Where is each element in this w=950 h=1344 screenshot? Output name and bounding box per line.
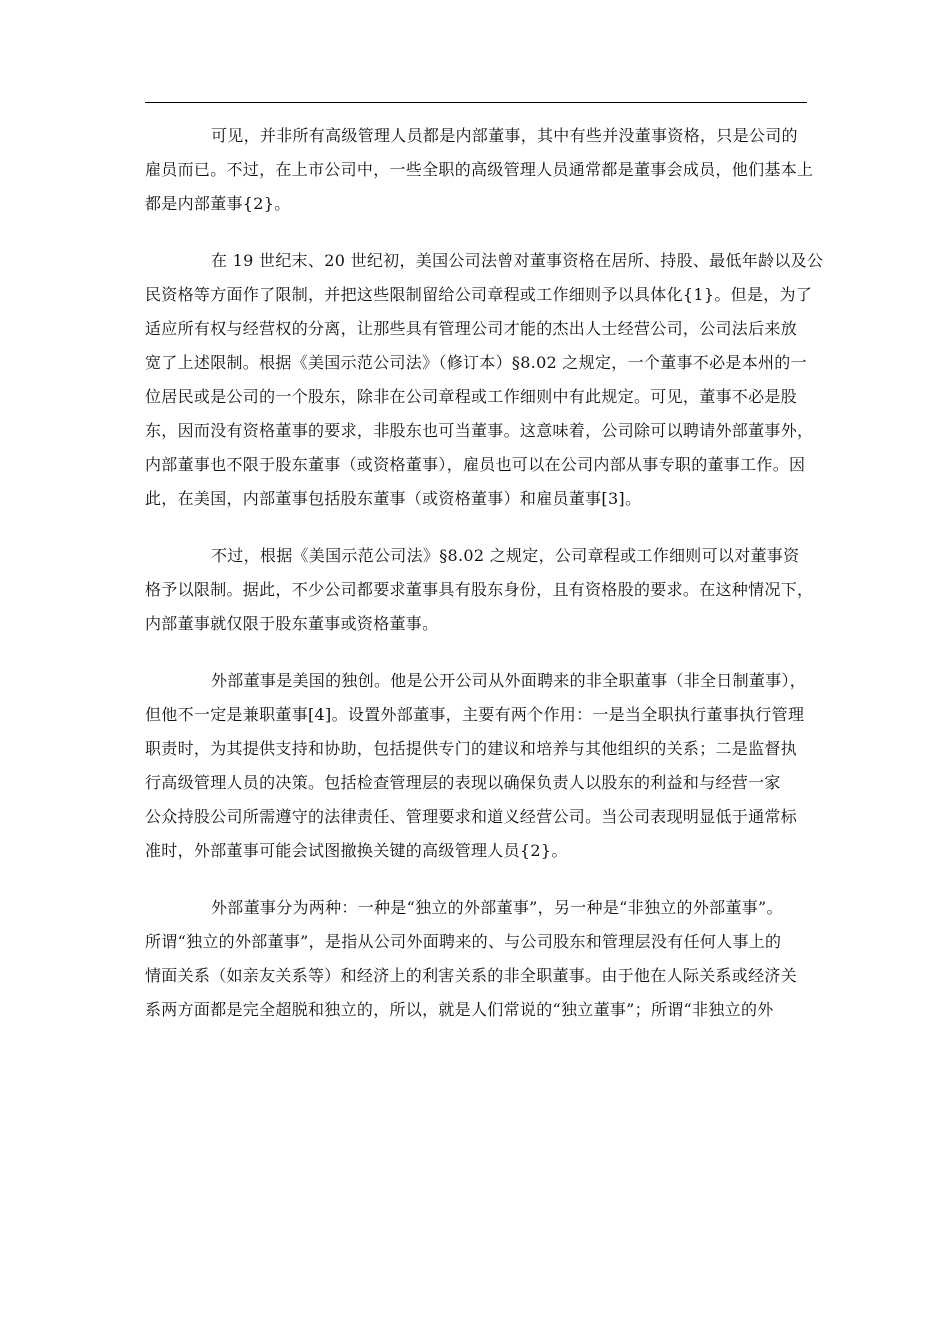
paragraph-3-line-3: 内部董事就仅限于股东董事或资格董事。: [145, 614, 439, 633]
paragraph-5-line-3: 情面关系（如亲友关系等）和经济上的利害关系的非全职董事。由于他在人际关系或经济关: [145, 966, 798, 985]
paragraph-2-line-5: 位居民或是公司的一个股东，除非在公司章程或工作细则中有此规定。可见，董事不必是股: [145, 387, 798, 406]
paragraph-2-line-2: 民资格等方面作了限制，并把这些限制留给公司章程或工作细则予以具体化{1}。但是，为了: [145, 285, 813, 304]
paragraph-4-line-6: 准时，外部董事可能会试图撤换关键的高级管理人员{2}。: [145, 841, 568, 860]
paragraph-1-line-2: 雇员而已。不过，在上市公司中，一些全职的高级管理人员通常都是董事会成员，他们基本上: [145, 160, 814, 179]
paragraph-2-line-1: 在 19 世纪末、20 世纪初，美国公司法曾对董事资格在居所、持股、最低年龄以及公: [211, 251, 824, 270]
header-rule: [145, 102, 807, 103]
paragraph-3-line-2: 格予以限制。据此，不少公司都要求董事具有股东身份，且有资格股的要求。在这种情况下，: [145, 580, 814, 599]
paragraph-4-line-4: 行高级管理人员的决策。包括检查管理层的表现以确保负责人以股东的利益和与经营一家: [145, 773, 781, 792]
paragraph-5-line-4: 系两方面都是完全超脱和独立的，所以，就是人们常说的“独立董事”；所谓“非独立的外: [145, 1000, 774, 1019]
paragraph-2-line-8: 此，在美国，内部董事包括股东董事（或资格董事）和雇员董事[3]。: [145, 489, 642, 508]
paragraph-4-line-5: 公众持股公司所需遵守的法律责任、管理要求和道义经营公司。当公司表现明显低于通常标: [145, 807, 798, 826]
paragraph-5-line-2: 所谓“独立的外部董事”，是指从公司外面聘来的、与公司股东和管理层没有任何人事上的: [145, 932, 782, 951]
paragraph-1-line-3: 都是内部董事{2}。: [145, 194, 291, 213]
paragraph-4-line-2: 但他不一定是兼职董事[4]。设置外部董事，主要有两个作用：一是当全职执行董事执行管理: [145, 705, 805, 724]
paragraph-3-line-1: 不过，根据《美国示范公司法》§8.02 之规定，公司章程或工作细则可以对董事资: [211, 546, 800, 565]
paragraph-4-line-3: 职责时，为其提供支持和协助，包括提供专门的建议和培养与其他组织的关系；二是监督执: [145, 739, 798, 758]
paragraph-2-line-6: 东，因而没有资格董事的要求，非股东也可当董事。这意味着，公司除可以聘请外部董事外，: [145, 421, 814, 440]
paragraph-2-line-4: 宽了上述限制。根据《美国示范公司法》（修订本）§8.02 之规定，一个董事不必是本州的一: [145, 353, 807, 372]
paragraph-2-line-7: 内部董事也不限于股东董事（或资格董事），雇员也可以在公司内部从事专职的董事工作。因: [145, 455, 806, 474]
paragraph-4-line-1: 外部董事是美国的独创。他是公开公司从外面聘来的非全职董事（非全日制董事），: [211, 671, 807, 690]
paragraph-2-line-3: 适应所有权与经营权的分离，让那些具有管理公司才能的杰出人士经营公司，公司法后来放: [145, 319, 798, 338]
paragraph-1-line-1: 可见，并非所有高级管理人员都是内部董事，其中有些并没董事资格，只是公司的: [211, 126, 798, 145]
paragraph-5-line-1: 外部董事分为两种：一种是“独立的外部董事”，另一种是“非独立的外部董事”。: [211, 898, 783, 917]
